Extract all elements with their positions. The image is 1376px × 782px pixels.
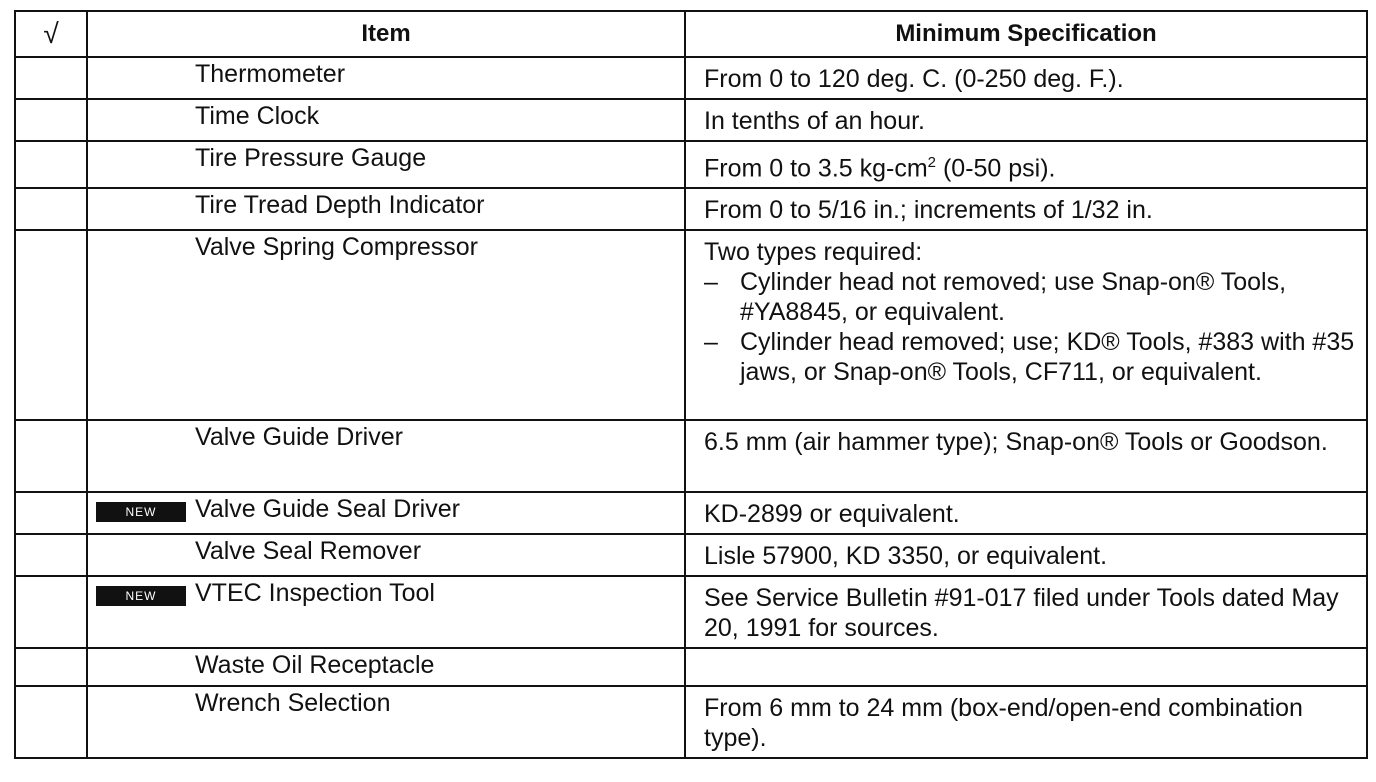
spec-cell: [685, 648, 1367, 686]
spec-bullet: [704, 267, 1358, 327]
spec-cell: [685, 141, 1367, 188]
table-row: [15, 99, 1367, 141]
item-name: Waste Oil Receptacle: [195, 651, 435, 680]
table-row: [15, 230, 1367, 420]
spec-cell: From 0 to 5/16 in.; increments of 1/32 in.: [685, 188, 1367, 230]
new-badge: NEW: [96, 502, 186, 522]
table-row: [15, 492, 1367, 534]
spec-cell: From 6 mm to 24 mm (box-end/open-end combination type).: [685, 686, 1367, 758]
check-cell[interactable]: [15, 686, 87, 758]
bullet-dash: –: [704, 268, 718, 297]
table-row: [15, 420, 1367, 492]
check-cell[interactable]: [15, 534, 87, 576]
spec-cell: Lisle 57900, KD 3350, or equivalent.: [685, 534, 1367, 576]
tool-spec-sheet: [14, 10, 1366, 759]
item-name: Valve Seal Remover: [195, 537, 422, 566]
table-row: [15, 534, 1367, 576]
spec-cell: 6.5 mm (air hammer type); Snap-on® Tools or Goodson.: [685, 420, 1367, 492]
item-name: VTEC Inspection Tool: [195, 579, 435, 608]
new-badge: NEW: [96, 586, 186, 606]
check-cell[interactable]: [15, 230, 87, 420]
bullet-text: Cylinder head not removed; use Snap-on® Tools, #YA8845, or equivalent.: [740, 268, 1287, 327]
spec-cell: See Service Bulletin #91-017 filed under Tools dated May 20, 1991 for sources.: [685, 576, 1367, 648]
table-row: [15, 686, 1367, 758]
item-cell: [87, 420, 685, 492]
bullet-text: Cylinder head removed; use; KD® Tools, #383 with #35 jaws, or Snap-on® Tools, CF711, or equivalent.: [740, 328, 1355, 387]
item-name: Tire Tread Depth Indicator: [195, 191, 485, 220]
spec-cell: From 0 to 120 deg. C. (0-250 deg. F.).: [685, 57, 1367, 99]
item-name: Time Clock: [195, 102, 320, 130]
table-row: [15, 648, 1367, 686]
item-cell: [87, 141, 685, 188]
spec-superscript: 2: [927, 154, 937, 171]
item-cell: [87, 686, 685, 758]
table-row: [15, 141, 1367, 188]
spec-cell: KD-2899 or equivalent.: [685, 492, 1367, 534]
spec-text: (0-50 psi).: [936, 154, 1056, 183]
item-name: Tire Pressure Gauge: [195, 144, 427, 172]
check-cell[interactable]: [15, 141, 87, 188]
check-cell[interactable]: [15, 576, 87, 648]
check-cell[interactable]: [15, 492, 87, 534]
check-cell[interactable]: [15, 99, 87, 141]
item-name: Valve Guide Seal Driver: [195, 495, 460, 524]
spec-cell: In tenths of an hour.: [685, 99, 1367, 141]
tool-spec-table: [14, 10, 1368, 759]
table-row: [15, 188, 1367, 230]
item-name: Wrench Selection: [195, 689, 391, 718]
check-cell[interactable]: [15, 57, 87, 99]
table-row: [15, 57, 1367, 99]
item-cell: [87, 57, 685, 99]
item-cell: [87, 648, 685, 686]
spec-text: From 0 to 3.5 kg-cm: [704, 154, 928, 183]
table-row: [15, 576, 1367, 648]
spec-cell: [685, 230, 1367, 420]
spec-bullet: [704, 327, 1358, 387]
spec-column-header: Minimum Specification: [685, 11, 1367, 57]
spec-intro: Two types required:: [704, 238, 923, 267]
table-header-row: [15, 11, 1367, 57]
check-cell[interactable]: [15, 648, 87, 686]
item-name: Thermometer: [195, 60, 346, 88]
item-cell: [87, 99, 685, 141]
item-cell: [87, 492, 685, 534]
item-name: Valve Spring Compressor: [195, 233, 478, 262]
item-cell: [87, 188, 685, 230]
bullet-dash: –: [704, 328, 718, 357]
item-name: Valve Guide Driver: [195, 423, 403, 452]
check-column-header: √: [15, 11, 87, 57]
item-cell: [87, 576, 685, 648]
check-cell[interactable]: [15, 420, 87, 492]
check-cell[interactable]: [15, 188, 87, 230]
item-cell: [87, 230, 685, 420]
item-column-header: Item: [87, 11, 685, 57]
item-cell: [87, 534, 685, 576]
